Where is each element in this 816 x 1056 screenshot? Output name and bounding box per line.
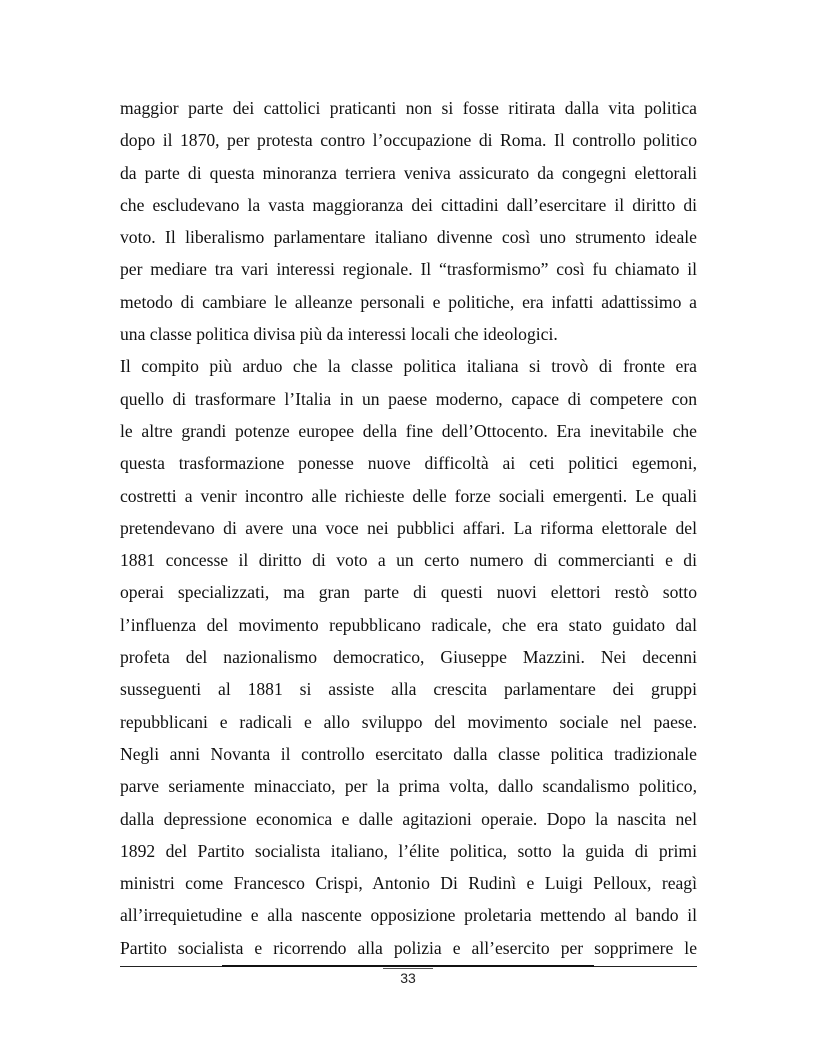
text-line: questa trasformazione ponesse nuove difficoltà ai ceti politici egemoni, <box>120 453 697 474</box>
text-line: 1881 concesse il diritto di voto a un certo numero di commercianti e di <box>120 550 697 571</box>
text-line: costretti a venir incontro alle richieste delle forze sociali emergenti. Le quali <box>120 485 697 506</box>
text-line: per mediare tra vari interessi regionale. Il “trasformismo” così fu chiamato il <box>120 259 697 280</box>
text-line: repubblicani e radicali e allo sviluppo del movimento sociale nel paese. <box>120 711 697 732</box>
text-line: che escludevano la vasta maggioranza dei cittadini dall’esercitare il diritto di <box>120 194 697 215</box>
text-line: Negli anni Novanta il controllo esercitato dalla classe politica tradizionale <box>120 743 697 764</box>
text-line: dopo il 1870, per protesta contro l’occupazione di Roma. Il controllo politico <box>120 130 697 151</box>
text-line: 1892 del Partito socialista italiano, l’élite politica, sotto la guida di primi <box>120 840 697 861</box>
text-line: quello di trasformare l’Italia in un paese moderno, capace di competere con <box>120 388 697 409</box>
text-line: all’irrequietudine e alla nascente opposizione proletaria mettendo al bando il <box>120 905 697 926</box>
text-line: ministri come Francesco Crispi, Antonio Di Rudinì e Luigi Pelloux, reagì <box>120 873 697 894</box>
page-number: 33 <box>400 970 416 986</box>
text-line: susseguenti al 1881 si assiste alla crescita parlamentare dei gruppi <box>120 679 697 700</box>
text-line: una classe politica divisa più da interessi locali che ideologici. <box>120 324 558 345</box>
text-line: metodo di cambiare le alleanze personali e politiche, era infatti adattissimo a <box>120 291 697 312</box>
text-line: da parte di questa minoranza terriera veniva assicurato da congegni elettorali <box>120 162 697 183</box>
text-line: maggior parte dei cattolici praticanti non si fosse ritirata dalla vita politica <box>120 98 697 118</box>
text-line: dalla depressione economica e dalle agitazioni operaie. Dopo la nascita nel <box>120 808 697 829</box>
text-line: Partito socialista e ricorrendo alla polizia e all’esercito per sopprimere le <box>120 937 697 958</box>
text-line: le altre grandi potenze europee della fine dell’Ottocento. Era inevitabile che <box>120 420 697 441</box>
text-line: l’influenza del movimento repubblicano radicale, che era stato guidato dal <box>120 614 697 635</box>
text-line: pretendevano di avere una voce nei pubblici affari. La riforma elettorale del <box>120 517 697 538</box>
footer-divider-accent <box>222 965 594 967</box>
text-line: Il compito più arduo che la classe politica italiana si trovò di fronte era <box>120 356 697 377</box>
text-line: parve seriamente minacciato, per la prima volta, dallo scandalismo politico, <box>120 776 697 797</box>
text-line: profeta del nazionalismo democratico, Giuseppe Mazzini. Nei decenni <box>120 647 697 668</box>
text-line: voto. Il liberalismo parlamentare italiano divenne così uno strumento ideale <box>120 227 697 248</box>
page-number-rule <box>383 968 433 969</box>
text-line: operai specializzati, ma gran parte di questi nuovi elettori restò sotto <box>120 582 697 603</box>
body-text <box>120 92 697 964</box>
